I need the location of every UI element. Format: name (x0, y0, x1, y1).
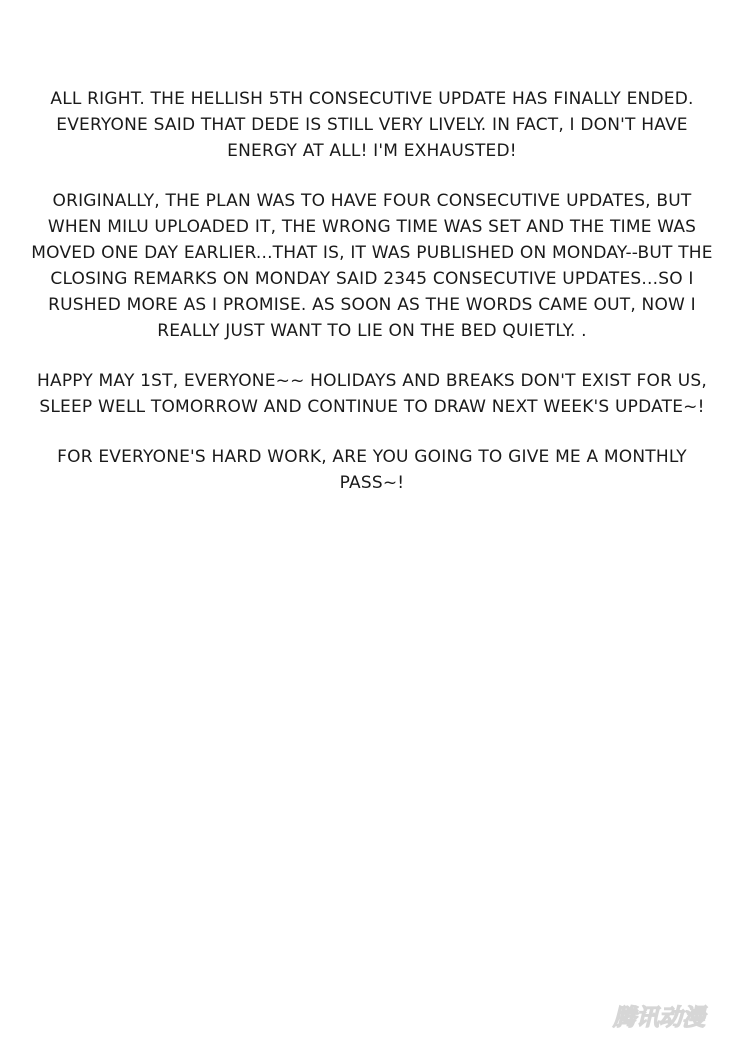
note-paragraph-4: FOR EVERYONE'S HARD WORK, ARE YOU GOING TO GIVE ME A MONTHLY PASS~! (57, 447, 687, 493)
svg-text:腾讯动漫: 腾讯动漫 (613, 1005, 705, 1031)
author-note (30, 86, 714, 520)
note-paragraph-1: ALL RIGHT. THE HELLISH 5TH CONSECUTIVE UPDATE HAS FINALLY ENDED. EVERYONE SAID THAT DEDE IS STILL VERY LIVELY. IN FACT, I DON'T HAVE ENERGY AT ALL! I'M EXHAUSTED! (50, 89, 694, 161)
note-paragraph-3: HAPPY MAY 1ST, EVERYONE~~ HOLIDAYS AND BREAKS DON'T EXIST FOR US, SLEEP WELL TOMORROW AND CONTINUE TO DRAW NEXT WEEK'S UPDATE~! (37, 371, 707, 417)
tencent-comics-watermark-logo (600, 1000, 718, 1032)
note-paragraph-2: ORIGINALLY, THE PLAN WAS TO HAVE FOUR CONSECUTIVE UPDATES, BUT WHEN MILU UPLOADED IT, THE WRONG TIME WAS SET AND THE TIME WAS MOVED ONE DAY EARLIER...THAT IS, IT WAS PUBLISHED ON MONDAY--BUT THE CLOSING REMARKS ON MONDAY SAID 2345 CONSECUTIVE UPDATES...SO I RUSHED MORE AS I PROMISE. AS SOON AS THE WORDS CAME OUT, NOW I REALLY JUST WANT TO LIE ON THE BED QUIETLY. . (31, 191, 713, 341)
